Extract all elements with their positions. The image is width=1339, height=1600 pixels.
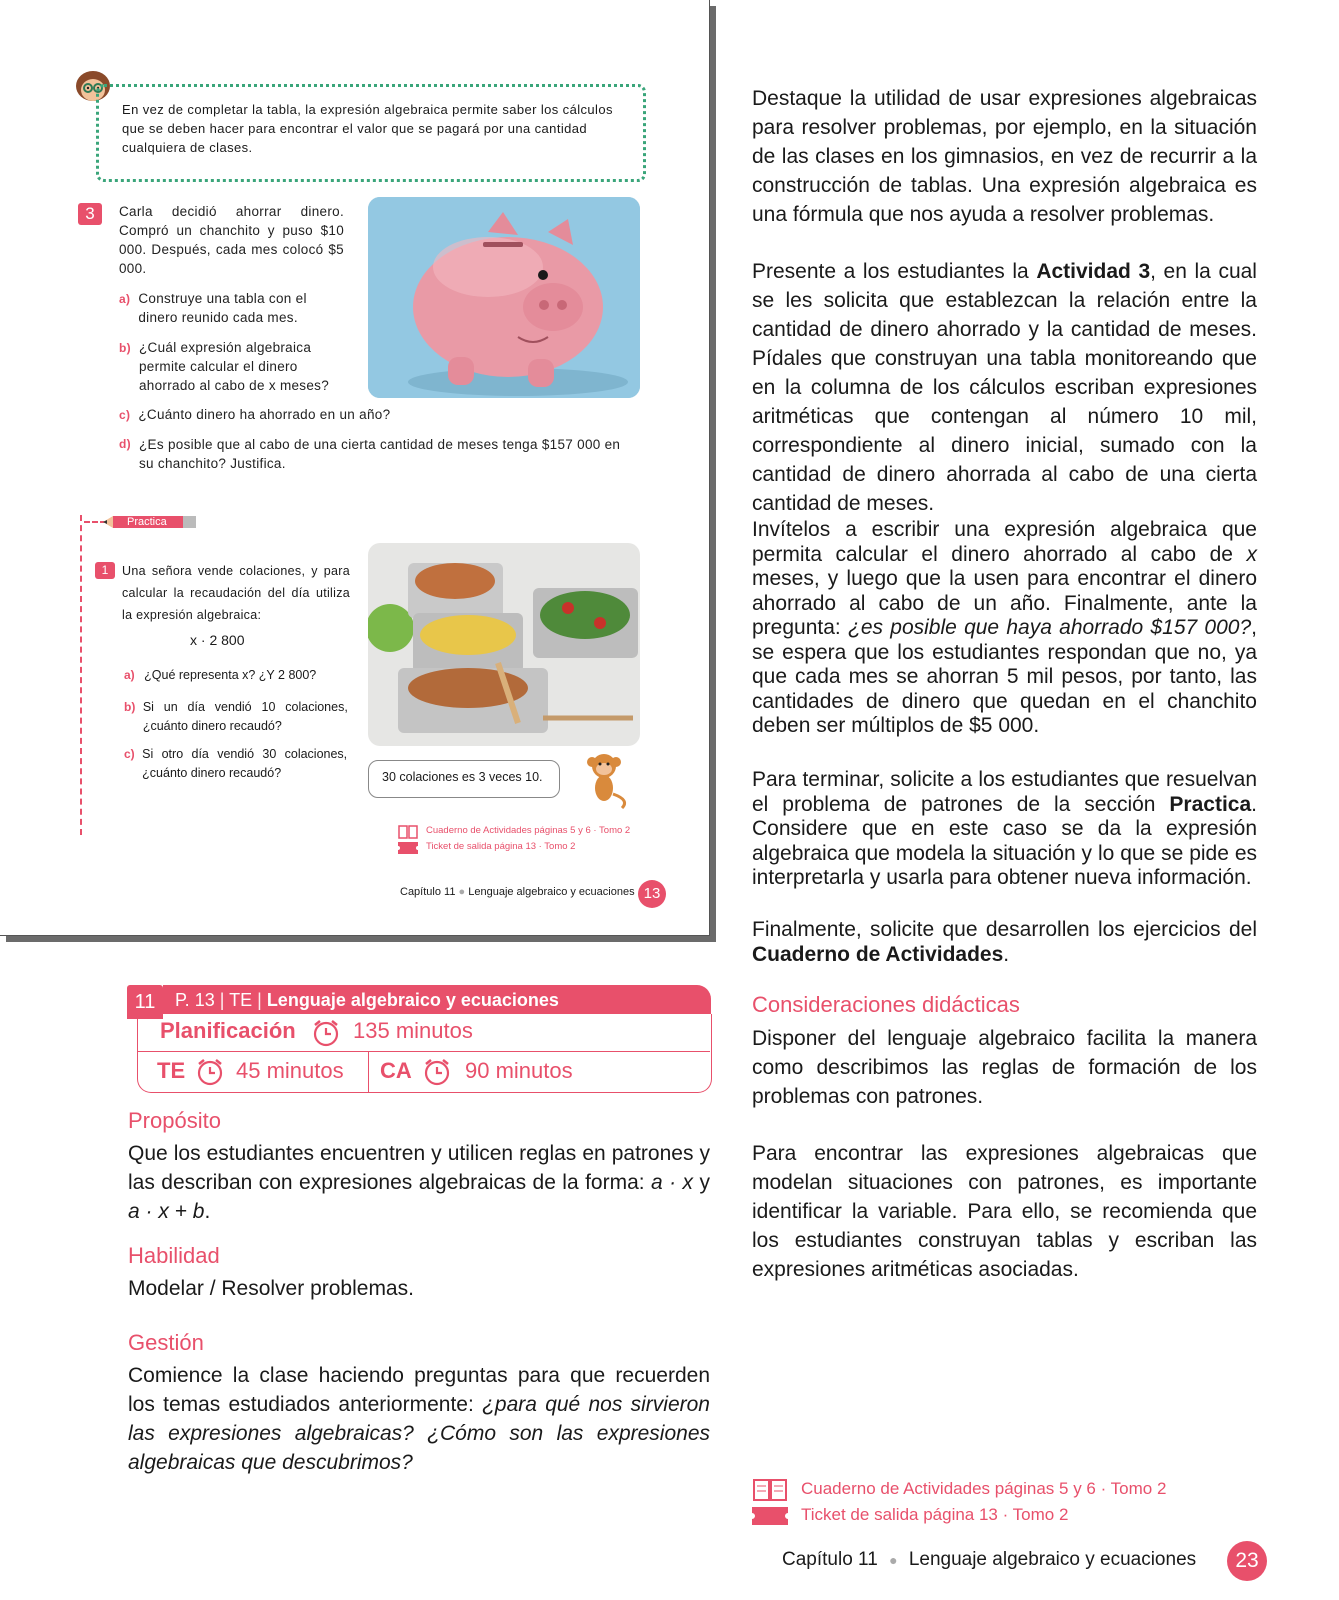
planificacion-label: Planificación: [160, 1018, 296, 1043]
right-paragraph-5: [752, 918, 1257, 967]
ca-time: 90 minutos: [465, 1058, 573, 1083]
text-part: Para terminar, solicite a los estudiantes que resuelvan el problema de patrones de la sección: [752, 768, 1257, 816]
page-number: 23: [1227, 1541, 1267, 1581]
exercise1-intro: Una señora vende colaciones, y para calcular la recaudación del día utiliza la expresión algebraica:: [122, 564, 350, 622]
consideraciones-paragraph-2: Para encontrar las expresiones algebraicas que modelan situaciones con patrones, es importante identificar la variable. Para ello, se recomienda que los estudiantes construyan tablas y escriban las expresiones aritméticas asociadas.: [752, 1142, 1257, 1281]
gestion-text: [128, 1361, 710, 1477]
math-expression: a · x + b: [128, 1200, 205, 1223]
activity3-item-d: [119, 435, 649, 473]
footer-title: Lenguaje algebraico y ecuaciones: [468, 886, 635, 898]
consideraciones-heading: Consideraciones didácticas: [752, 992, 1020, 1017]
page-ref: P. 13: [175, 990, 215, 1010]
text-part: Finalmente, solicite que desarrollen los ejercicios del: [752, 918, 1257, 941]
ca-label: CA: [380, 1058, 412, 1083]
alarm-clock-icon: [310, 1017, 342, 1049]
right-paragraph-1: Destaque la utilidad de usar expresiones algebraicas para resolver problemas, por ejemplo, en la situación de las clases en los gimnasios, en vez de recurrir a la construcción de tablas. Una expresión algebraica es una fórmula que nos ayuda a resolver problemas.: [752, 87, 1257, 226]
text-part: Presente a los estudiantes la: [752, 260, 1037, 283]
exercise1-item-c: [124, 745, 352, 783]
proposito-heading: Propósito: [128, 1108, 221, 1133]
math-expression: a · x: [651, 1171, 694, 1194]
footer-chapter: Capítulo 11: [782, 1549, 878, 1570]
text-part: meses, y luego que la usen para encontrar el dinero ahorrado al cabo de un año. Finalmente, ante la pregunta:: [752, 567, 1257, 639]
te-time: 45 minutos: [236, 1058, 344, 1083]
ref-ticket: Ticket de salida página 13 · Tomo 2: [801, 1505, 1069, 1524]
text-part: Invítelos a escribir una expresión algebraica que permita calcular el dinero ahorrado al cabo de: [752, 518, 1257, 566]
book-icon: [752, 1478, 788, 1502]
item-text: ¿Cuál expresión algebraica permite calcular el dinero ahorrado al cabo de x meses?: [139, 340, 330, 393]
ticket-icon: [398, 841, 418, 853]
lunch-containers-photo: [368, 543, 640, 746]
text-part: , se espera que los estudiantes respondan que no, ya que cada mes se ahorran 5 mil pesos, por tanto, las cantidades de dinero que quedan en el chanchito deben ser múltiplos de $5 000.: [752, 616, 1257, 737]
item-label: d): [119, 437, 131, 451]
right-paragraph-3: [752, 518, 1257, 739]
exercise1-item-a: [124, 666, 352, 685]
inset-page-number: 13: [638, 880, 666, 908]
ref-cuaderno: Cuaderno de Actividades páginas 5 y 6 · Tomo 2: [801, 1479, 1167, 1498]
text-part: . Considere que en este caso se da la expresión algebraica que modela la situación y lo que se pide es interpretarla y usarla para obtener nueva información.: [752, 792, 1257, 889]
proposito-text: [128, 1139, 710, 1226]
gestion-heading: Gestión: [128, 1330, 204, 1355]
planning-col-divider: [368, 1052, 369, 1092]
consideraciones-paragraph-1: Disponer del lenguaje algebraico facilita la manera como describimos las reglas de formación de los problemas con patrones.: [752, 1027, 1257, 1108]
question-italic: ¿es posible que haya ahorrado $157 000?: [848, 616, 1252, 639]
text-part: , en la cual se les solicita que establezcan la relación entre la cantidad de dinero ahorrado y la cantidad de meses. Pídales que construyan una tabla monitoreando que en la columna de los cálculos escriban expresiones aritméticas que contengan al número 10 mil, correspondiente al dinero inicial, sumado con la cantidad de dinero ahorrada al cabo de una cierta cantidad de meses.: [752, 260, 1257, 515]
habilidad-heading: Habilidad: [128, 1243, 220, 1268]
item-label: a): [124, 668, 135, 682]
exercise-number-badge: 1: [95, 562, 115, 579]
proposito-text-part: .: [204, 1200, 211, 1223]
planning-title: Lenguaje algebraico y ecuaciones: [266, 990, 559, 1010]
chapter-number-badge: 11: [127, 985, 163, 1019]
te-label: TE: [157, 1058, 186, 1083]
ref-cuaderno: Cuaderno de Actividades páginas 5 y 6 · Tomo 2: [426, 825, 631, 836]
activity3-intro: Carla decidió ahorrar dinero. Compró un chanchito y puso $10 000. Después, cada mes colocó $5 000.: [119, 204, 344, 276]
workbook-ref: Cuaderno de Actividades: [752, 942, 1004, 966]
item-label: c): [119, 408, 131, 422]
activity3-item-a: [119, 289, 344, 327]
speech-bubble-text: 30 colaciones es 3 veces 10.: [382, 770, 543, 784]
practica-dashed-line: [80, 515, 86, 835]
activity3-item-b: [119, 338, 344, 395]
practica-label: Practica: [127, 516, 167, 528]
exercise1-item-b: [124, 698, 352, 736]
monkey-character-icon: [580, 750, 636, 810]
right-paragraph-2: [752, 257, 1257, 518]
ref-ticket: Ticket de salida página 13 · Tomo 2: [426, 841, 576, 852]
gestion-questions: ¿para qué nos sirvieron las expresiones algebraicas? ¿Cómo son las expresiones algebraicas que descubrimos?: [128, 1393, 710, 1474]
piggy-bank-photo: [368, 197, 640, 398]
planning-divider: [137, 1051, 710, 1052]
activity3-item-c: [119, 405, 639, 425]
item-label: a): [119, 292, 131, 306]
note-text: En vez de completar la tabla, la expresión algebraica permite saber los cálculos que se deben hacer para encontrar el valor que se pagará por una cantidad cualquiera de clases.: [122, 102, 613, 155]
habilidad-text: Modelar / Resolver problemas.: [128, 1277, 414, 1300]
alarm-clock-icon: [194, 1056, 226, 1088]
planificacion-time: 135 minutos: [353, 1018, 473, 1043]
gestion-text-part: Comience la clase haciendo preguntas para que recuerden los temas estudiados anteriormente:: [128, 1364, 710, 1416]
footer-title: Lenguaje algebraico y ecuaciones: [908, 1549, 1197, 1570]
item-text: ¿Es posible que al cabo de una cierta cantidad de meses tenga $157 000 en su chanchito? Justifica.: [139, 437, 621, 471]
item-label: b): [119, 341, 131, 355]
proposito-text-part: y: [693, 1171, 710, 1194]
item-label: b): [124, 700, 136, 714]
item-text: Si otro día vendió 30 colaciones, ¿cuánto dinero recaudó?: [142, 747, 348, 780]
right-paragraph-4: [752, 768, 1257, 891]
book-icon: [398, 825, 418, 839]
math-variable: x: [1246, 542, 1257, 566]
page-footer: Capítulo 11 ● Lenguaje algebraico y ecuaciones: [782, 1549, 1197, 1570]
activity-ref: Actividad 3: [1036, 260, 1151, 283]
alarm-clock-icon: [421, 1056, 453, 1088]
item-text: ¿Cuánto dinero ha ahorrado en un año?: [138, 407, 391, 422]
exercise1-expression: x · 2 800: [190, 632, 245, 648]
text-part: .: [1003, 942, 1010, 966]
item-label: c): [124, 747, 135, 761]
footer-chapter: Capítulo 11: [400, 886, 456, 898]
proposito-text-part: Que los estudiantes encuentren y utilicen reglas en patrones y las describan con expresiones algebraicas de la forma:: [128, 1142, 710, 1194]
ticket-icon: [752, 1507, 788, 1525]
activity-number-badge: 3: [78, 203, 102, 225]
item-text: Si un día vendió 10 colaciones, ¿cuánto dinero recaudó?: [142, 700, 348, 733]
student-page-inset: [0, 0, 710, 936]
section-ref: Practica: [1169, 792, 1252, 816]
item-text: ¿Qué representa x? ¿Y 2 800?: [144, 668, 317, 682]
planning-header: P. 13 | TE | Lenguaje algebraico y ecuaciones: [175, 990, 559, 1010]
te-ref: TE: [229, 990, 253, 1010]
inset-footer-chapter: Capítulo 11 ● Lenguaje algebraico y ecuaciones: [400, 886, 635, 898]
item-text: Construye una tabla con el dinero reunido cada mes.: [138, 291, 307, 325]
